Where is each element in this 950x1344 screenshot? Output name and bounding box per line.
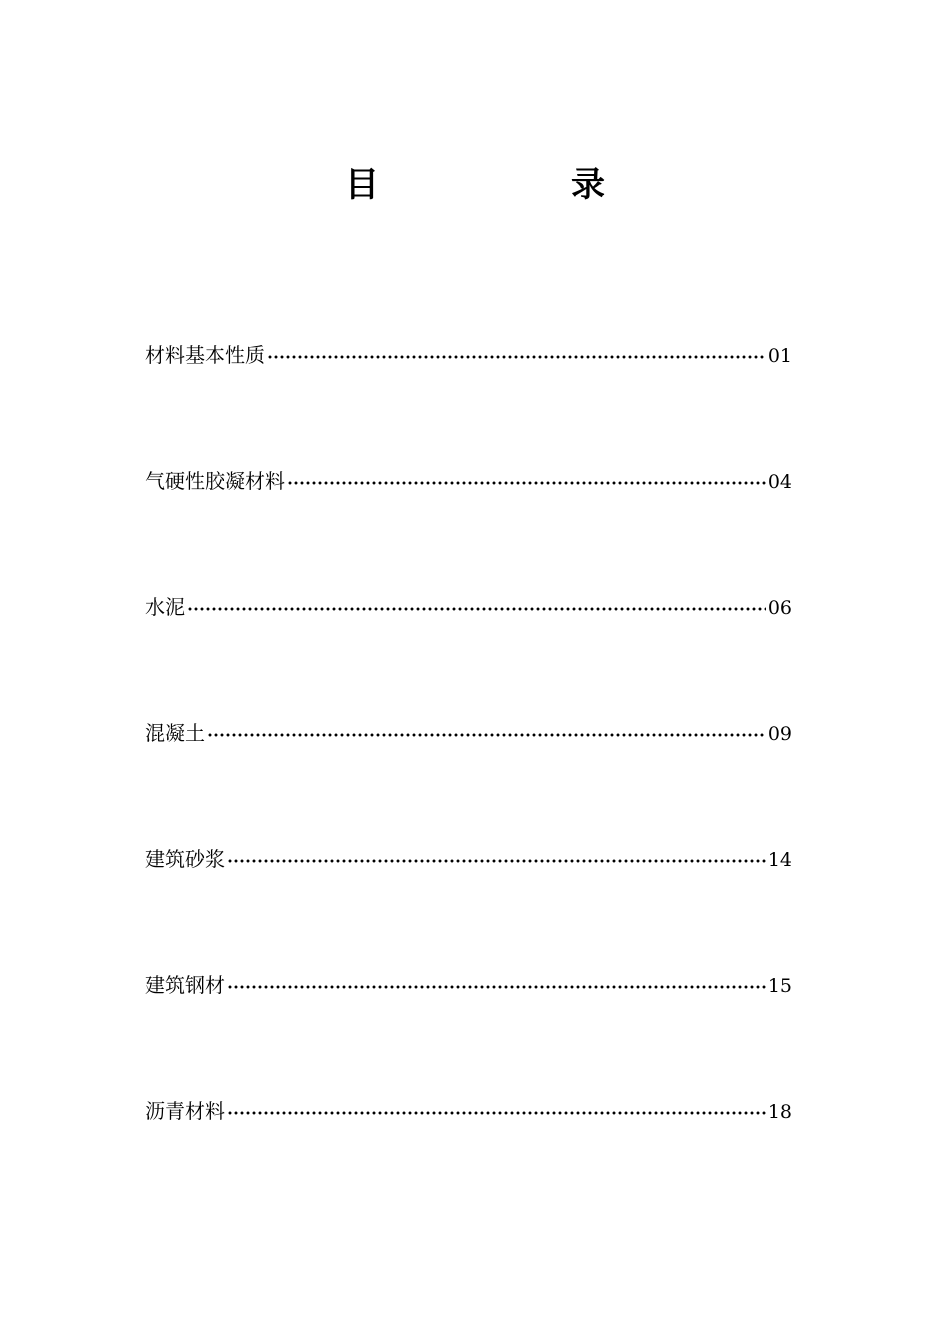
toc-entry-label: 材料基本性质	[145, 343, 265, 367]
toc-entry-label: 沥青材料	[145, 1099, 225, 1123]
dot-leader	[287, 479, 766, 487]
toc-entry-mortar[interactable]	[145, 842, 792, 876]
toc-entry-page-number: 14	[767, 849, 792, 871]
toc-entry-steel[interactable]	[145, 968, 792, 1002]
dot-leader	[207, 731, 766, 739]
toc-entry-page-number: 04	[767, 471, 792, 493]
toc-entry-air-hardening-binder[interactable]	[145, 464, 792, 498]
dot-leader	[227, 857, 766, 865]
toc-entry-page-number: 01	[767, 345, 792, 367]
toc-entry-label: 建筑砂浆	[145, 847, 225, 871]
dot-leader	[267, 353, 766, 361]
toc-entry-page-number: 18	[767, 1101, 792, 1123]
toc-entry-label: 混凝土	[145, 721, 205, 745]
table-of-contents	[145, 338, 792, 1128]
dot-leader	[187, 605, 766, 613]
title-char-lu: 录	[571, 165, 605, 205]
toc-entry-label: 气硬性胶凝材料	[145, 469, 285, 493]
dot-leader	[227, 1109, 766, 1117]
page-title	[0, 160, 950, 210]
toc-entry-page-number: 09	[767, 723, 792, 745]
toc-entry-page-number: 15	[767, 975, 792, 997]
toc-entry-asphalt[interactable]	[145, 1094, 792, 1128]
toc-entry-concrete[interactable]	[145, 716, 792, 750]
dot-leader	[227, 983, 766, 991]
toc-entry-label: 水泥	[145, 595, 185, 619]
toc-entry-material-properties[interactable]	[145, 338, 792, 372]
toc-entry-page-number: 06	[767, 597, 792, 619]
toc-entry-cement[interactable]	[145, 590, 792, 624]
title-char-mu: 目	[345, 165, 379, 205]
toc-entry-label: 建筑钢材	[145, 973, 225, 997]
